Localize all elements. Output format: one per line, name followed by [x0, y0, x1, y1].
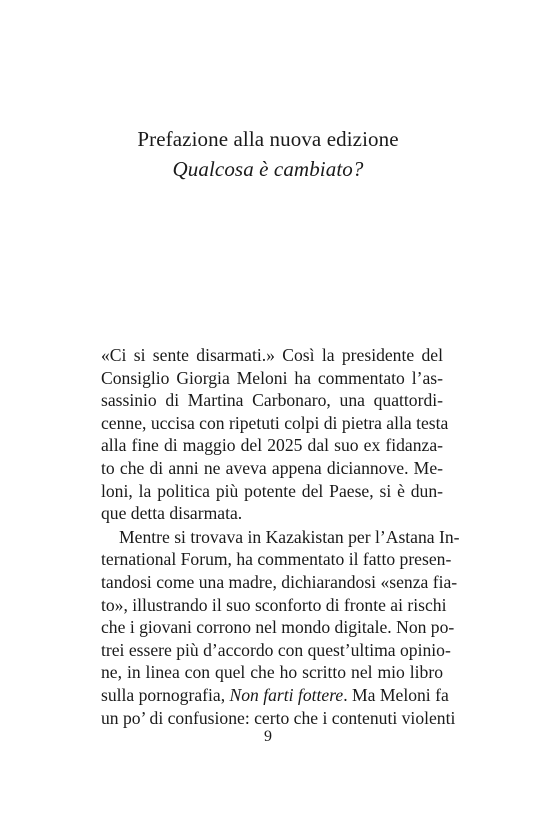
text-line: ne, in linea con quel che ho scritto nel mio libro [101, 662, 443, 683]
text-line: cenne, uccisa con ripetuti colpi di pietra alla testa [101, 412, 449, 433]
text-fragment: sulla pornografia, [101, 684, 230, 705]
chapter-title: Prefazione alla nuova edizione [137, 127, 399, 151]
text-line: un po’ di confusione: certo che i contenuti violenti [101, 707, 456, 728]
text-line: Mentre si trovava in Kazakistan per l’Astana In- [119, 526, 460, 547]
text-line: loni, la politica più potente del Paese, si è dun- [101, 480, 443, 501]
text-line: tandosi come una madre, dichiarandosi «senza fia- [101, 571, 458, 592]
text-line: sassinio di Martina Carbonaro, una quattordi- [101, 390, 443, 411]
book-title: Non farti fottere [229, 684, 344, 705]
text-line: alla fine di maggio del 2025 dal suo ex fidanza- [101, 435, 443, 456]
text-line: ternational Forum, ha commentato il fatto presen- [101, 549, 452, 570]
text-line: to», illustrando il suo sconforto di fronte ai rischi [101, 594, 447, 615]
text-line: che i giovani corrono nel mondo digitale. Non po- [101, 617, 455, 638]
chapter-subtitle: Qualcosa è cambiato? [172, 157, 364, 181]
text-line: «Ci si sente disarmati.» Così la presidente del [101, 345, 443, 365]
text-fragment: . Ma Meloni fa [343, 684, 449, 705]
text-line-with-book-title [101, 684, 449, 707]
body-text [101, 344, 460, 729]
text-line: trei essere più d’accordo con quest’ultima opinio- [101, 639, 451, 660]
text-line: Consiglio Giorgia Meloni ha commentato l’as- [101, 367, 443, 388]
page-number: 9 [264, 728, 272, 745]
text-line: que detta disarmata. [101, 503, 243, 524]
chapter-heading [0, 124, 536, 184]
text-line: to che di anni ne aveva appena diciannove. Me- [101, 457, 443, 478]
